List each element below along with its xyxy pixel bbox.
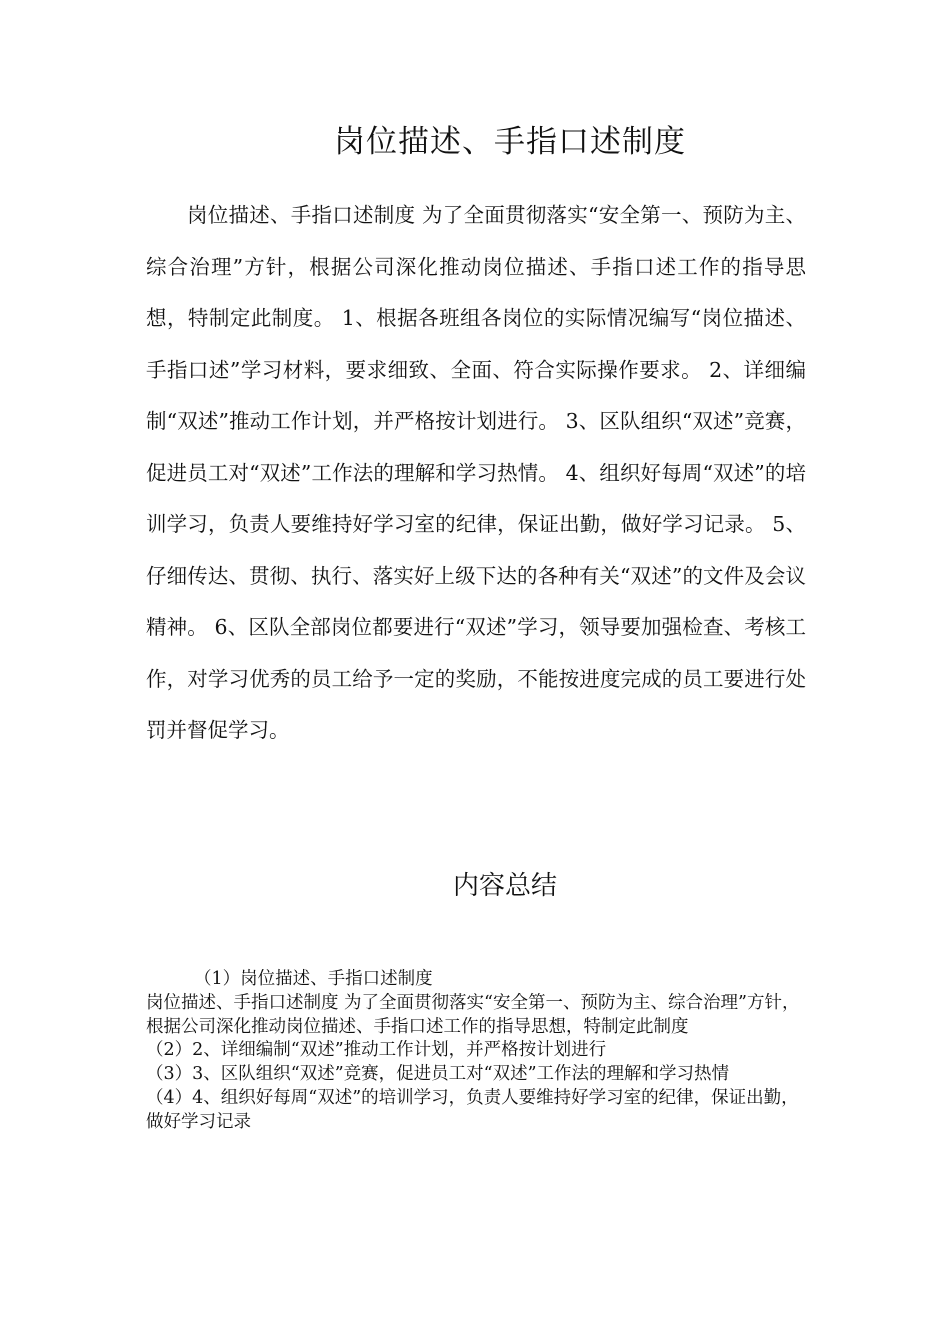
document-title: 岗位描述、手指口述制度: [334, 124, 686, 160]
summary-item-1-body: 岗位描述、手指口述制度 为了全面贯彻落实“安全第一、预防为主、综合治理”方针，根据公司深化推动岗位描述、手指口述工作的指导思想，特制定此制度: [146, 992, 800, 1037]
summary-title: 内容总结: [452, 871, 557, 901]
document-body: 岗位描述、手指口述制度 为了全面贯彻落实“安全第一、预防为主、综合治理”方针，根据公司深化推动岗位描述、手指口述工作的指导思想，特制定此制度。 1、根据各班组各岗位的实际情况编写“岗位描述、手指口述”学习材料，要求细致、全面、符合实际操作要求。 2、详细编制“双述”推动工作计划，并严格按计划进行。 3、区队组织“双述”竞赛，促进员工对“双述”工作法的理解和学习热情。 4、组织好每周“双述”的培训学习，负责人要维持好学习室的纪律，保证出勤，做好学习记录。 5、仔细传达、贯彻、执行、落实好上级下达的各种有关“双述”的文件及会议精神。 6、区队全部岗位都要进行“双述”学习，领导要加强检查、考核工作，对学习优秀的员工给予一定的奖励，不能按进度完成的员工要进行处罚并督促学习。: [146, 203, 806, 742]
summary-item-2: （2）2、详细编制“双述”推动工作计划，并严格按计划进行: [146, 1040, 607, 1061]
summary-item-4: （4）4、组织好每周“双述”的培训学习，负责人要维持好学习室的纪律，保证出勤，做好学习记录: [146, 1087, 799, 1132]
summary-item-3: （3）3、区队组织“双述”竞赛，促进员工对“双述”工作法的理解和学习热情: [146, 1064, 730, 1085]
summary-section: [146, 968, 808, 1135]
summary-item-1-heading: （1）岗位描述、手指口述制度: [194, 969, 433, 989]
